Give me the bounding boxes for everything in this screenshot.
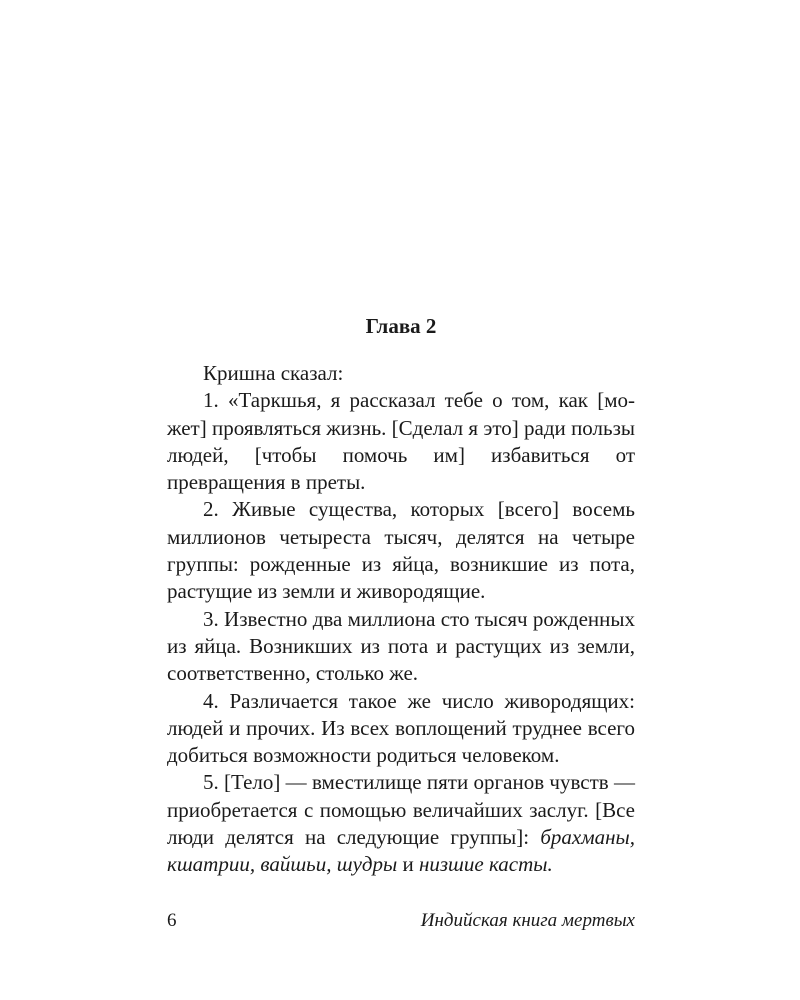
paragraph-segment: 1. «Таркшья, я рассказал тебе о том, как [может] проявляться жизнь. [Сделал я это] ради пользы людей, [чтобы помочь им] избавиться от превращения в преты.	[167, 388, 635, 495]
paragraph-intro	[167, 360, 635, 387]
running-title: Индийская книга мертвых	[420, 910, 635, 931]
page-footer	[167, 907, 635, 935]
paragraph-segment: и	[397, 852, 419, 877]
paragraph-verse-1	[167, 387, 635, 496]
paragraph-verse-2	[167, 496, 635, 605]
paragraph-segment: 3. Известно два миллиона сто тысяч рожденных из яйца. Возникших из пота и растущих из земли, соответственно, столько же.	[167, 606, 635, 686]
paragraph-segment-italic: низшие касты.	[418, 852, 553, 877]
paragraph-segment: 2. Живые существа, которых [всего] восемь миллионов четыреста тысяч, делятся на четыре группы: рожденные из яйца, возникшие из пота, растущие из земли и живородящие.	[167, 497, 635, 604]
paragraph-verse-3	[167, 606, 635, 688]
page-number: 6	[167, 910, 177, 931]
paragraph-segment: 5. [Тело] — вместилище пяти органов чувств — приобретается с помощью величайших заслуг. [Все люди делятся на следующие группы]:	[167, 770, 635, 850]
paragraph-segment-italic: брахманы, кшатрии, вайшьи, шудры	[167, 825, 635, 877]
paragraph-verse-5	[167, 769, 635, 878]
paragraph-verse-4	[167, 688, 635, 770]
paragraph-segment: Кришна сказал:	[203, 361, 344, 385]
chapter-body	[167, 360, 635, 879]
paragraph-segment: 4. Различается такое же число живородящих: людей и прочих. Из всех воплощений труднее всего добиться возможности родиться человеком.	[167, 688, 635, 768]
chapter-title: Глава 2	[365, 314, 437, 338]
